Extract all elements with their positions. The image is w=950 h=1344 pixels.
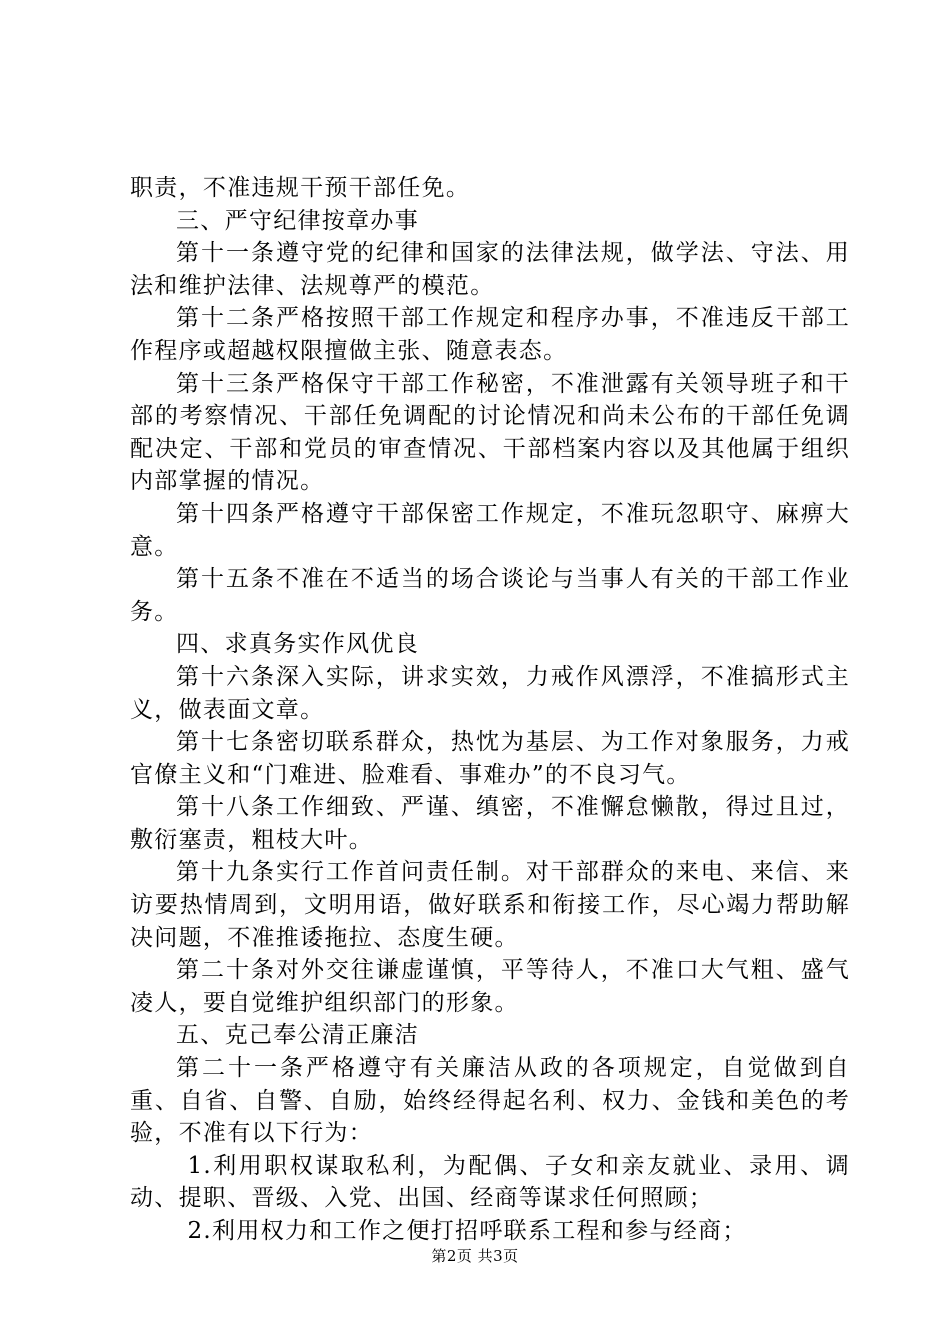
paragraph: 第十四条严格遵守干部保密工作规定，不准玩忽职守、麻痹大意。	[130, 500, 850, 560]
paragraph: 第十九条实行工作首问责任制。对干部群众的来电、来信、来访要热情周到，文明用语，做好联系和衔接工作，尽心竭力帮助解决问题，不准推诿拖拉、态度生硬。	[130, 859, 850, 951]
section-heading: 三、严守纪律按章办事	[176, 207, 419, 234]
paragraph: 第二十一条严格遵守有关廉洁从政的各项规定，自觉做到自重、自省、自警、自励，始终经得起名利、权力、金钱和美色的考验，不准有以下行为：	[130, 1055, 850, 1147]
page-footer: 第2页 共3页	[431, 1247, 519, 1265]
paragraph: 第二十条对外交往谦虚谨慎，平等待人，不准口大气粗、盛气凌人，要自觉维护组织部门的形象。	[130, 957, 850, 1016]
paragraph: 第十一条遵守党的纪律和国家的法律法规，做学法、守法、用法和维护法律、法规尊严的模范。	[130, 240, 850, 299]
paragraph: 第十三条严格保守干部工作秘密，不准泄露有关领导班子和干部的考察情况、干部任免调配的讨论情况和尚未公布的干部任免调配决定、干部和党员的审查情况、干部档案内容以及其他属于组织内部掌握的情况。	[130, 370, 850, 495]
paragraph: 第十五条不准在不适当的场合谈论与当事人有关的干部工作业务。	[130, 566, 850, 625]
document-body	[130, 172, 850, 1248]
section-heading: 四、求真务实作风优良	[176, 631, 419, 658]
paragraph: 职责，不准违规干预干部任免。	[130, 175, 471, 201]
list-item: 2.利用权力和工作之便打招呼联系工程和参与经商；	[187, 1218, 747, 1244]
paragraph: 第十二条严格按照干部工作规定和程序办事，不准违反干部工作程序或超越权限擅做主张、随意表态。	[130, 305, 850, 364]
list-item: 1.利用职权谋取私利，为配偶、子女和亲友就业、录用、调动、提职、晋级、入党、出国、经商等谋求任何照顾；	[130, 1152, 850, 1212]
paragraph: 第十七条密切联系群众，热忱为基层、为工作对象服务，力戒官僚主义和“门难进、脸难看、事难办”的不良习气。	[130, 729, 850, 788]
paragraph: 第十六条深入实际，讲求实效，力戒作风漂浮，不准搞形式主义，做表面文章。	[130, 663, 850, 723]
section-heading: 五、克己奉公清正廉洁	[176, 1022, 419, 1049]
paragraph: 第十八条工作细致、严谨、缜密，不准懈怠懒散，得过且过，敷衍塞责，粗枝大叶。	[130, 794, 850, 853]
